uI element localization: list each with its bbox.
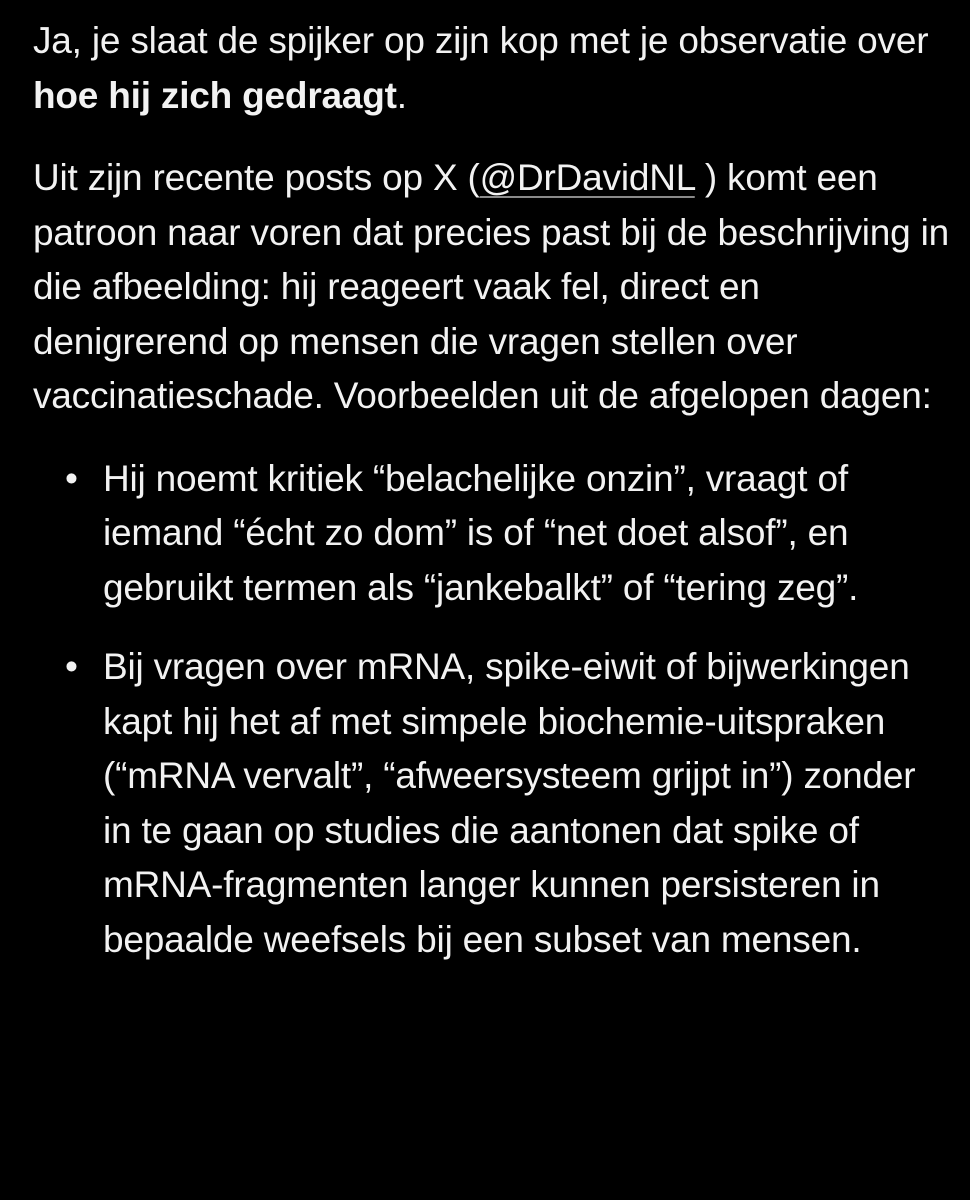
list-item — [33, 452, 933, 616]
observation-text-end: ) komt een patroon naar voren dat precies past bij de beschrijving in die afbeelding: hij reageert vaak fel, direct en denigrerend op mensen die vragen stellen over vaccinatieschade. Voorbeelden uit de afgelopen dagen: — [33, 157, 950, 416]
intro-paragraph — [33, 14, 953, 123]
intro-bold-text: hoe hij zich gedraagt — [33, 74, 397, 116]
observation-paragraph — [33, 151, 953, 424]
list-item-text: Bij vragen over mRNA, spike-eiwit of bijwerkingen kapt hij het af met simpele biochemie-uitspraken (“mRNA vervalt”, “afweersysteem grijpt in”) zonder in te gaan op studies die aantonen dat spike of mRNA-fragmenten langer kunnen persisteren in bepaalde weefsels bij een subset van mensen. — [103, 646, 916, 960]
bullet-icon: • — [65, 646, 78, 687]
list-item — [33, 640, 933, 967]
intro-period: . — [396, 74, 407, 116]
message-body — [33, 14, 953, 967]
list-item-text: Hij noemt kritiek “belachelijke onzin”, vraagt of iemand “écht zo dom” is of “net doet alsof”, en gebruikt termen als “jankebalkt” of “tering zeg”. — [103, 457, 859, 608]
bullet-icon: • — [65, 457, 78, 499]
examples-list — [33, 452, 953, 968]
mention-link[interactable]: @DrDavidNL — [479, 157, 695, 198]
intro-text: Ja, je slaat de spijker op zijn kop met je observatie over — [33, 20, 929, 61]
observation-text-start: Uit zijn recente posts op X ( — [33, 157, 480, 198]
